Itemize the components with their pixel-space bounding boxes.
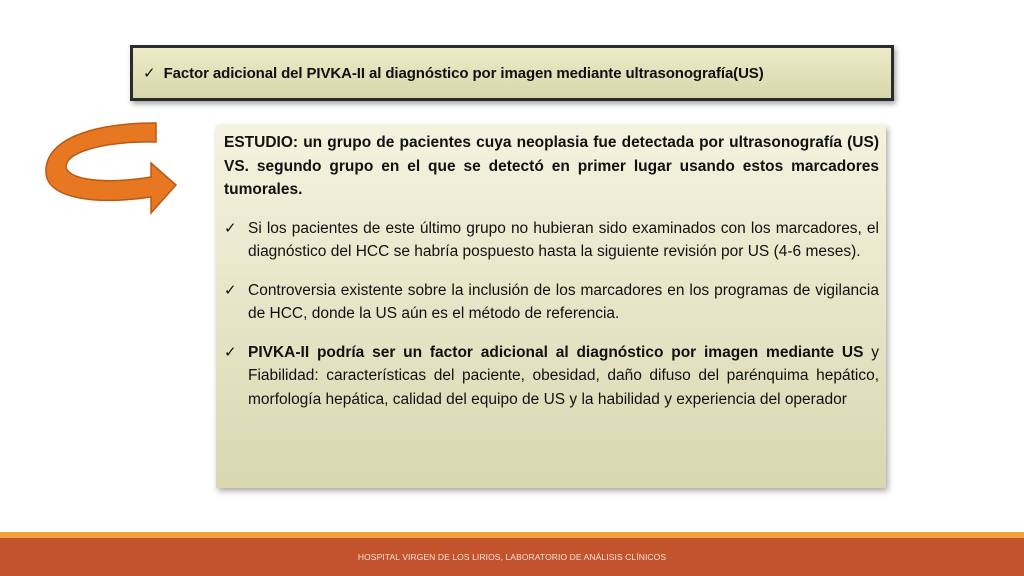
study-label: ESTUDIO bbox=[224, 134, 293, 151]
content-box bbox=[216, 125, 886, 488]
bullet-text bbox=[248, 341, 879, 412]
curved-arrow-icon bbox=[36, 115, 182, 219]
bullet-rest-text: y Fiabilidad: características del paciente, obesidad, daño difuso del parénquima hepático, morfología hepática, calidad del equipo de US y la habilidad y experiencia del operador bbox=[248, 343, 879, 408]
check-icon: ✓ bbox=[224, 281, 237, 299]
footer-text: HOSPITAL VIRGEN DE LOS LIRIOS, LABORATORIO DE ANÁLISIS CLÍNICOS bbox=[357, 552, 667, 562]
bullet-text: Si los pacientes de este último grupo no hubieran sido examinados con los marcadores, el diagnóstico del HCC se habría pospuesto hasta la siguiente revisión por US (4-6 meses). bbox=[248, 219, 879, 260]
list-item bbox=[224, 217, 879, 264]
slide-title: Factor adicional del PIVKA-II al diagnóstico por imagen mediante ultrasonografía(US) bbox=[163, 64, 764, 82]
list-item bbox=[224, 279, 879, 326]
footer-bar bbox=[0, 538, 1024, 576]
check-icon: ✓ bbox=[143, 65, 156, 82]
study-paragraph bbox=[224, 131, 879, 202]
list-item bbox=[224, 341, 879, 412]
check-icon: ✓ bbox=[224, 343, 237, 361]
bullet-text: Controversia existente sobre la inclusión de los marcadores en los programas de vigilancia de HCC, donde la US aún es el método de referencia. bbox=[248, 281, 879, 322]
check-icon: ✓ bbox=[224, 219, 237, 237]
title-box bbox=[130, 45, 894, 101]
study-text: : un grupo de pacientes cuya neoplasia fue detectada por ultrasonografía (US) VS. segundo grupo en el que se detectó en primer lugar usando estos marcadores tumorales. bbox=[224, 134, 879, 198]
bullet-bold-text: PIVKA-II podría ser un factor adicional al diagnóstico por imagen mediante US bbox=[248, 343, 864, 361]
